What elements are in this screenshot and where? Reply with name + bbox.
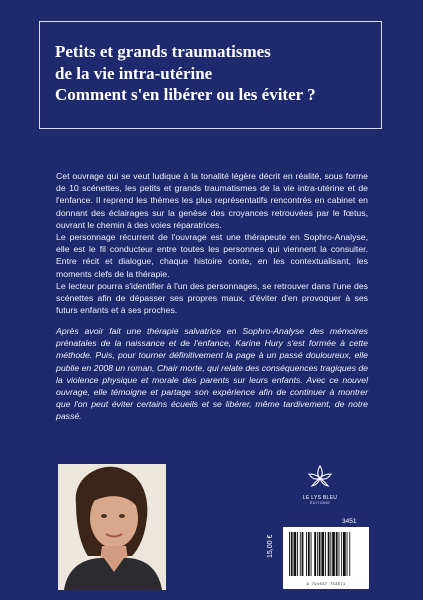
barcode-bar bbox=[332, 532, 335, 576]
lily-icon bbox=[307, 464, 333, 490]
barcode-bar bbox=[300, 532, 301, 576]
title-line-1: Petits et grands traumatismes bbox=[55, 42, 271, 61]
barcode-bar bbox=[308, 532, 310, 576]
summary-text bbox=[56, 170, 368, 316]
barcode-bar bbox=[341, 532, 342, 576]
barcode-bar bbox=[306, 532, 307, 576]
barcode-bar bbox=[328, 532, 330, 576]
author-photo bbox=[58, 464, 166, 590]
barcode-bar bbox=[297, 532, 298, 576]
barcode-bar bbox=[314, 532, 316, 576]
barcode-digits: 9 791037 753571 bbox=[306, 583, 346, 587]
barcode-bar bbox=[349, 532, 350, 576]
barcode-bar bbox=[336, 532, 338, 576]
title-line-3: Comment s'en libérer ou les éviter ? bbox=[55, 85, 316, 104]
book-title bbox=[55, 41, 375, 106]
barcode-bar bbox=[291, 532, 293, 576]
summary-paragraph-1: Cet ouvrage qui se veut ludique à la tonalité légère décrit en réalité, sous forme de 10 scénettes, les petits et grands traumatismes de la vie intra-utérine et de l'enfance. Il reprend les thèmes les plus représentatifs rencontrés en cabinet en donnant des éclairages sur la genèse des croyances retrouvées par le fœtus, ouvrant le chemin à des voies réparatrices. bbox=[56, 171, 368, 230]
summary-paragraph-3: Le lecteur pourra s'identifier à l'un des personnages, se retrouver dans l'une des scénettes afin de dépasser ses propres maux, d'éviter d'en provoquer à ses futurs enfants et à ses proches. bbox=[56, 280, 368, 316]
barcode bbox=[283, 527, 369, 589]
barcode-bar bbox=[325, 532, 326, 576]
barcode-bar bbox=[347, 532, 348, 576]
summary-paragraph-2: Le personnage récurrent de l'ouvrage est une thérapeute en Sophro-Analyse, elle est le fil conducteur entre toutes les personnes qui viennent la consulter. Entre récit et dialogue, chaque histoire conte, en les contextualisant, les moments clefs de la thérapie. bbox=[56, 232, 368, 279]
barcode-bar bbox=[289, 532, 290, 576]
barcode-bar bbox=[294, 532, 297, 576]
price-label: 15,00 € bbox=[267, 534, 274, 558]
barcode-bar bbox=[321, 532, 324, 576]
title-line-2: de la vie intra-utérine bbox=[55, 63, 213, 83]
barcode-bars bbox=[283, 527, 369, 579]
barcode-bar bbox=[343, 532, 346, 576]
barcode-bar bbox=[330, 532, 331, 576]
barcode-bar bbox=[319, 532, 321, 576]
author-portrait bbox=[58, 464, 166, 590]
publisher-logo bbox=[298, 464, 342, 505]
barcode-bar bbox=[311, 532, 312, 576]
barcode-bar bbox=[317, 532, 318, 576]
author-bio: Après avoir fait une thérapie salvatrice en Sophro-Analyse des mémoires prénatales de la naissance et de l'enfance, Karine Hury s'est formée à cette méthode. Puis, pour tourner définitivement la page à un passé douloureux, elle publie en 2008 un roman, Chair morte, qui relate des conséquences tragiques de la violence physique et morale des parents sur leurs enfants. Avec ce nouvel ouvrage, elle témoigne et partage son expérience afin de continuer à montrer que l'on peut éviter certains écueils et se libérer, même tardivement, de notre passé. bbox=[56, 326, 368, 422]
barcode-bar bbox=[339, 532, 340, 576]
publisher-sub: ÉDITIONS bbox=[310, 501, 330, 505]
barcode-bar bbox=[302, 532, 304, 576]
catalog-code: 3451 bbox=[342, 518, 357, 525]
publisher-name: LE LYS BLEU bbox=[302, 495, 338, 501]
